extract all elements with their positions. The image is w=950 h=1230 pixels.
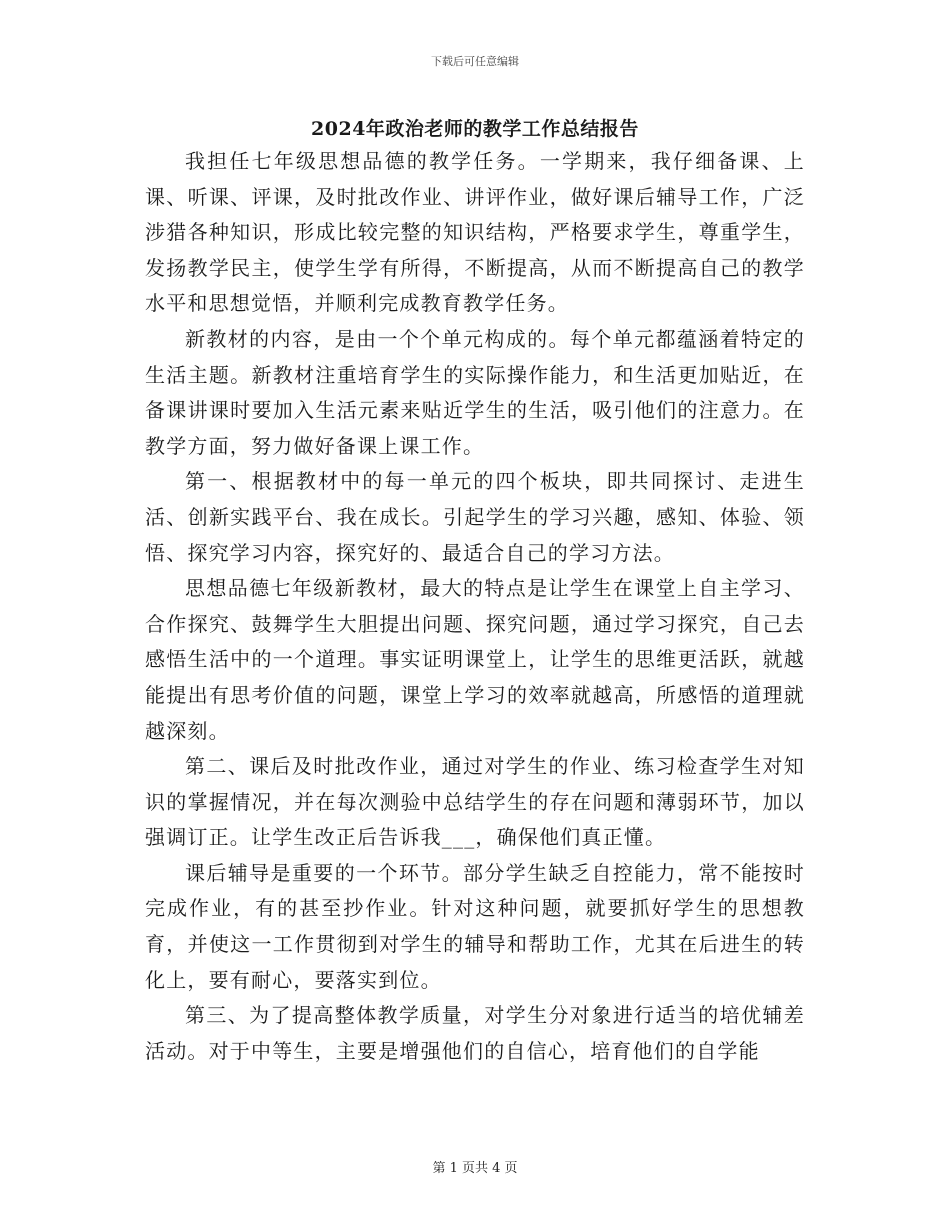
paragraph-7: 第三、为了提高整体教学质量，对学生分对象进行适当的培优辅差活动。对于中等生，主要是增强他们的自信心，培育他们的自学能: [145, 1003, 805, 1063]
document-body: [145, 144, 805, 1069]
page-header-note: 下载后可任意编辑: [431, 55, 519, 68]
paragraph-4: 思想品德七年级新教材，最大的特点是让学生在课堂上自主学习、合作探究、鼓舞学生大胆提出问题、探究问题，通过学习探究，自己去感悟生活中的一个道理。事实证明课堂上，让学生的思维更活跃，就越能提出有思考价值的问题，课堂上学习的效率就越高，所感悟的道理就越深刻。: [145, 576, 805, 743]
paragraph-1: 我担任七年级思想品德的教学任务。一学期来，我仔细备课、上课、听课、评课，及时批改作业、讲评作业，做好课后辅导工作，广泛涉猎各种知识，形成比较完整的知识结构，严格要求学生，尊重学生，发扬教学民主，使学生学有所得，不断提高，从而不断提高自己的教学水平和思想觉悟，并顺利完成教育教学任务。: [145, 149, 805, 316]
paragraph-5: 第二、课后及时批改作业，通过对学生的作业、练习检查学生对知识的掌握情况，并在每次测验中总结学生的存在问题和薄弱环节，加以强调订正。让学生改正后告诉我___，确保他们真正懂。: [145, 754, 805, 850]
paragraph-2: 新教材的内容，是由一个个单元构成的。每个单元都蕴涵着特定的生活主题。新教材注重培育学生的实际操作能力，和生活更加贴近，在备课讲课时要加入生活元素来贴近学生的生活，吸引他们的注意力。在教学方面，努力做好备课上课工作。: [145, 326, 805, 458]
page-number-footer: 第 1 页共 4 页: [432, 1161, 518, 1176]
paragraph-3: 第一、根据教材中的每一单元的四个板块，即共同探讨、走进生活、创新实践平台、我在成长。引起学生的学习兴趣，感知、体验、领悟、探究学习内容，探究好的、最适合自己的学习方法。: [145, 469, 805, 565]
paragraph-6: 课后辅导是重要的一个环节。部分学生缺乏自控能力，常不能按时完成作业，有的甚至抄作业。针对这种问题，就要抓好学生的思想教育，并使这一工作贯彻到对学生的辅导和帮助工作，尤其在后进生的转化上，要有耐心，要落实到位。: [145, 860, 805, 992]
document-title: 2024年政治老师的教学工作总结报告: [311, 118, 639, 140]
